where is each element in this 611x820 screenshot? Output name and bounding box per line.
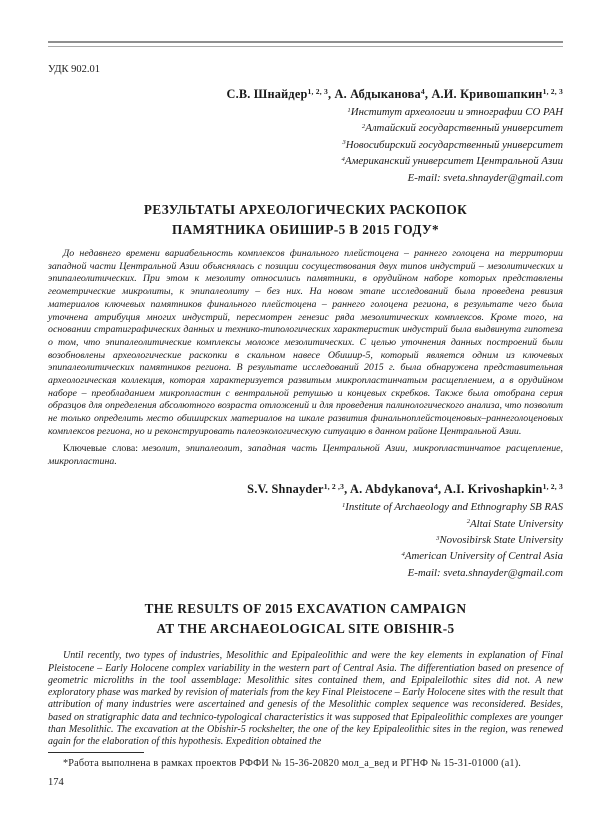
affiliation-text: Американский университет Центральной Азии <box>344 155 563 168</box>
en-author-name: S.V. Shnayder <box>247 482 324 497</box>
ru-affiliation-line <box>48 138 563 154</box>
keywords-label: Ключевые слова: <box>63 442 139 454</box>
ru-affiliation-line <box>48 154 563 170</box>
affiliation-superscript: 1 <box>347 106 351 114</box>
en-email-line: E-mail: sveta.shnayder@gmail.com <box>407 566 563 579</box>
en-author-superscript: 1, 2, 3 <box>542 482 563 492</box>
ru-author-name: А.И. Кривошапкин <box>431 87 543 101</box>
authors-separator: , <box>437 482 444 497</box>
ru-abstract: До недавнего времени вариабельность комплексов финального плейстоцена – раннего голоцена на территории западной части Центральной Азии объяснялась с позиции сосуществования двух типов индустрий – мезолитических и эпипалеолитических. При этом к мезолиту относились памятники, в орудийном наборе которых представлены геометрические микролиты, к эпипалеолиту – без них. На новом этапе исследований была проведена ревизия материалов ключевых памятников финального плейстоцена – раннего голоцена региона, в результате чего была уточнена атрибуция многих индустрий, пересмотрен генезис ряда мезолитических комплексов. Кроме того, на основании стратиграфических данных и технико-типологических характеристик индустрий была выдвинута гипотеза о том, что эпипалеолитические комплексы моложе мезолитических. С целью уточнения данных построений были возобновлены археологические раскопки в скальном навесе Обишир-5, который является одним из ключевых эпипалеолитических памятников региона. В результате исследований 2015 г. была обнаружена представительная археологическая коллекция, которая характеризуется развитым микропластинчатым расщеплением, а в орудийном наборе – преобладанием микропластин с вентральной ретушью и концевых скребков. Также была отобрана серия образцов для определения абсолютного возраста отложений и для проведения палинологического анализа, что позволит не только определить место обиширских материалов на шкале развития финальноплейстоценовых–раннеголоценовых комплексов региона, но и реконструировать палеоэкологическую ситуацию в данном районе Центральной Азии. <box>48 248 563 437</box>
ru-author-name: А. Абдыканова <box>334 87 421 101</box>
ru-email-line: E-mail: sveta.shnayder@gmail.com <box>407 171 563 184</box>
affiliation-text: Novosibirsk State University <box>439 533 563 546</box>
ru-title-line-2: ПАМЯТНИКА ОБИШИР-5 В 2015 ГОДУ* <box>171 222 440 238</box>
en-affiliation-line <box>48 517 563 533</box>
affiliation-superscript: 2 <box>466 518 471 526</box>
keywords-text: мезолит, эпипалеолит, западная часть Центральной Азии, микропластинчатое расщепление, микропластина. <box>48 442 564 468</box>
affiliation-superscript: 3 <box>342 139 346 147</box>
affiliation-superscript: 4 <box>401 551 405 559</box>
en-author-superscript: 1, 2 ,3 <box>323 482 345 492</box>
authors-separator: , <box>424 87 432 101</box>
ru-title <box>48 200 563 240</box>
en-affiliations-block <box>48 500 563 580</box>
affiliation-superscript: 2 <box>361 123 366 131</box>
en-abstract: Until recently, two types of industries, Mesolithic and Epipaleolithic and were the key elements in explanation of Final Pleistocene – Early Holocene complex variability in the western part of Central Asia. The differentiation based on presence of geometric microliths in the tool assemblage: Mesolithic sites contained them, and Epipaleilothic sites did not. A new exploratory phase was marked by revision of materials from the key Final Pleistocene – Early Holocene sites with the result that attribution of many industries were ascertained and genesis of the Mesolithic complex sequence was reconsidered. Besides, based on stratigraphic data and technico-typological characteristics it was supposed that Epipaleolithic complexes are younger than Mesolithic. The excavation at the Obishir-5 rockshelter, the one of the key Epipaleolithic sites in the region, was renewed again for the elaboration of this hypothesis. Expedition obtained the <box>48 650 563 748</box>
authors-separator: , <box>344 482 350 497</box>
affiliation-superscript: 4 <box>341 155 345 163</box>
page-number: 174 <box>48 776 64 788</box>
en-title-line-2: AT THE ARCHAEOLOGICAL SITE OBISHIR-5 <box>156 621 455 637</box>
ru-author-superscript: 4 <box>420 87 425 97</box>
authors-separator: , <box>327 87 335 101</box>
ru-affiliations-block <box>48 105 563 185</box>
en-authors-line <box>48 482 563 497</box>
en-affiliation-line <box>48 549 563 565</box>
affiliation-text: Altai State University <box>470 517 563 530</box>
affiliation-text: Institute of Archaeology and Ethnography SB RAS <box>345 501 563 514</box>
ru-affiliation-line <box>48 105 563 121</box>
ru-title-line-1: РЕЗУЛЬТАТЫ АРХЕОЛОГИЧЕСКИХ РАСКОПОК <box>143 202 468 218</box>
keywords-line <box>48 442 563 470</box>
en-author-name: A.I. Krivoshapkin <box>443 482 543 497</box>
ru-author-superscript: 1, 2, 3 <box>307 87 328 97</box>
en-affiliation-line <box>48 533 563 549</box>
en-affiliation-line <box>48 500 563 516</box>
en-title <box>48 599 563 639</box>
affiliation-text: Новосибирский государственный университет <box>345 138 563 151</box>
affiliation-superscript: 3 <box>436 534 440 542</box>
en-author-name: A. Abdykanova <box>350 482 434 497</box>
footnote-rule <box>48 752 144 753</box>
ru-authors-line <box>48 87 563 102</box>
ru-author-superscript: 1, 2, 3 <box>542 87 563 97</box>
affiliation-text: Алтайский государственный университет <box>365 122 563 135</box>
en-author-superscript: 4 <box>433 482 438 492</box>
footnote-text: *Работа выполнена в рамках проектов РФФИ № 15-36-20820 мол_а_вед и РГНФ № 15-31-01000 (а1). <box>63 757 522 769</box>
udc-label: УДК 902.01 <box>48 64 101 75</box>
affiliation-superscript: 1 <box>341 501 346 509</box>
en-title-line-1: THE RESULTS OF 2015 EXCAVATION CAMPAIGN <box>144 601 467 617</box>
ru-affiliation-line <box>48 121 563 137</box>
ru-author-name: С.В. Шнайдер <box>226 87 308 101</box>
affiliation-text: American University of Central Asia <box>404 550 563 563</box>
affiliation-text: Институт археологии и этнографии СО РАН <box>350 106 563 118</box>
top-double-rule <box>48 41 563 47</box>
